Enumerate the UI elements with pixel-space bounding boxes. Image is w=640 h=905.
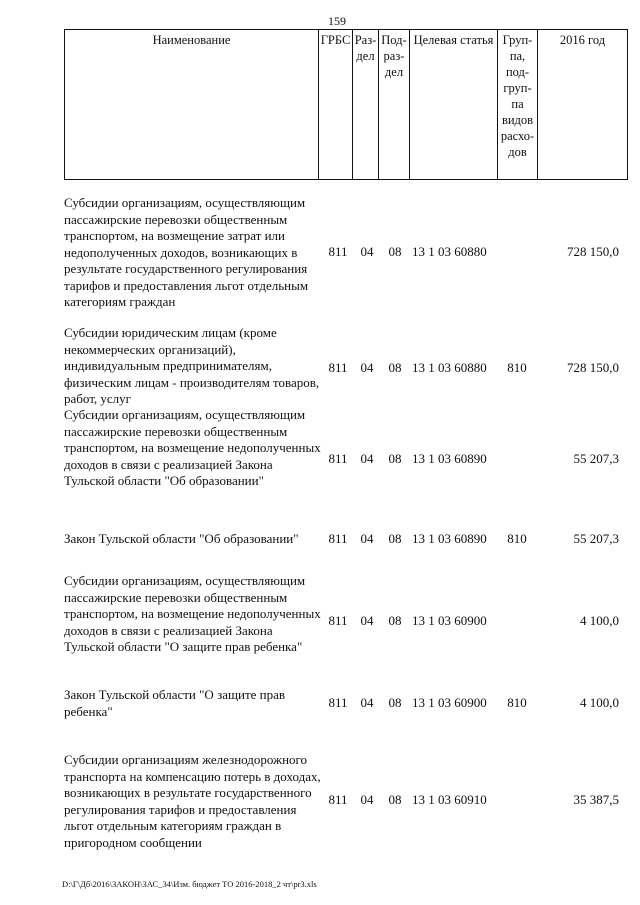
row-razdel: 04 xyxy=(360,451,374,466)
row-podrazdel: 08 xyxy=(388,451,402,466)
header-target: Целевая статья xyxy=(409,30,497,179)
row-grbs: 811 xyxy=(328,244,348,259)
page-number: 159 xyxy=(328,14,346,28)
row-podrazdel: 08 xyxy=(388,695,402,710)
header-podrazdel: Под- раз- дел xyxy=(378,30,409,179)
row-target: 13 1 03 60900 xyxy=(412,695,487,710)
row-grbs: 811 xyxy=(328,531,348,546)
row-target: 13 1 03 60880 xyxy=(412,244,487,259)
row-grbs: 811 xyxy=(328,360,348,375)
row-grbs: 811 xyxy=(328,613,348,628)
row-razdel: 04 xyxy=(360,531,374,546)
row-sum: 35 387,5 xyxy=(573,792,619,807)
row-podrazdel: 08 xyxy=(388,613,402,628)
row-podrazdel: 08 xyxy=(388,792,402,807)
row-podrazdel: 08 xyxy=(388,244,402,259)
row-target: 13 1 03 60910 xyxy=(412,792,487,807)
row-sum: 728 150,0 xyxy=(567,360,619,375)
header-razdel: Раз- дел xyxy=(352,30,378,179)
row-name: Субсидии организациям, осуществляющим пассажирские перевозки общественным транспортом, на возмещение затрат или недополученных доходов, возникающих в результате государственного регулирования тарифов и предоставления льгот отдельным категориям граждан xyxy=(64,195,309,309)
header-grbs: ГРБС xyxy=(318,30,352,179)
row-vid: 810 xyxy=(507,360,527,375)
row-razdel: 04 xyxy=(360,360,374,375)
row-target: 13 1 03 60900 xyxy=(412,613,487,628)
row-razdel: 04 xyxy=(360,695,374,710)
row-grbs: 811 xyxy=(328,695,348,710)
header-group: Груп- па, под- груп- па видов расхо- дов xyxy=(497,30,537,179)
row-grbs: 811 xyxy=(328,792,348,807)
row-name: Субсидии организациям, осуществляющим пассажирские перевозки общественным транспортом, на возмещение недополученных доходов в связи с реализацией Закона Тульской области "Об образовании" xyxy=(64,407,321,488)
row-grbs: 811 xyxy=(328,451,348,466)
table-header xyxy=(64,29,628,180)
row-target: 13 1 03 60890 xyxy=(412,451,487,466)
row-name: Субсидии юридическим лицам (кроме некоммерческих организаций), индивидуальным предпринимателям, физическим лицам - производителям товаров, работ, услуг xyxy=(64,325,320,406)
row-sum: 4 100,0 xyxy=(580,695,619,710)
row-name: Закон Тульской области "Об образовании" xyxy=(64,531,299,546)
row-sum: 728 150,0 xyxy=(567,244,619,259)
row-podrazdel: 08 xyxy=(388,360,402,375)
row-sum: 55 207,3 xyxy=(573,451,619,466)
row-sum: 55 207,3 xyxy=(573,531,619,546)
row-razdel: 04 xyxy=(360,792,374,807)
row-sum: 4 100,0 xyxy=(580,613,619,628)
header-name: Наименование xyxy=(152,33,231,47)
row-name: Субсидии организациям, осуществляющим пассажирские перевозки общественным транспортом, на возмещение недополученных доходов в связи с реализацией Закона Тульской области "О защите прав ребенка" xyxy=(64,573,321,654)
row-vid: 810 xyxy=(507,695,527,710)
row-target: 13 1 03 60890 xyxy=(412,531,487,546)
row-vid: 810 xyxy=(507,531,527,546)
header-year: 2016 год xyxy=(537,30,627,179)
row-razdel: 04 xyxy=(360,244,374,259)
footer-file-path: D:\Г\Дб\2016\ЗАКОН\ЗАС_34\Изм. бюджет ТО 2016-2018_2 чт\pr3.xls xyxy=(62,879,317,889)
row-podrazdel: 08 xyxy=(388,531,402,546)
row-name: Субсидии организациям железнодорожного транспорта на компенсацию потерь в доходах, возникающих в результате государственного регулирования тарифов и предоставления льгот отдельным категориям граждан в пригородном сообщении xyxy=(64,752,321,850)
row-name: Закон Тульской области "О защите прав ребенка" xyxy=(64,687,286,719)
row-razdel: 04 xyxy=(360,613,374,628)
row-target: 13 1 03 60880 xyxy=(412,360,487,375)
